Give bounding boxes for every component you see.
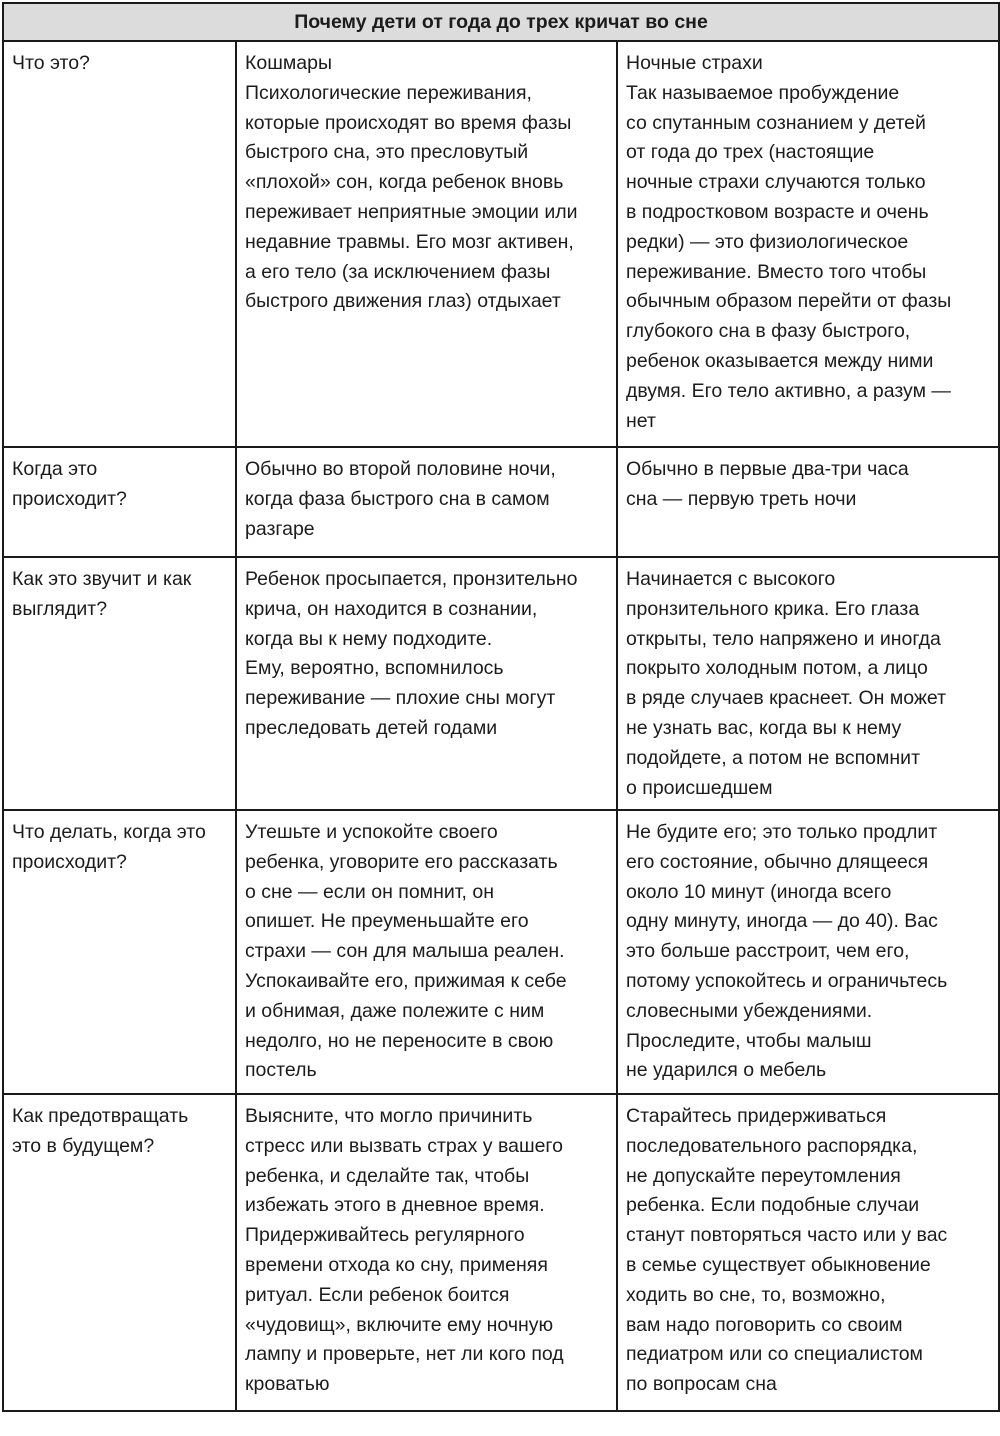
table-row — [3, 41, 999, 447]
nightmares-cell — [236, 810, 617, 1094]
night-terrors-cell — [617, 1094, 999, 1411]
row-label: Когда это происходит? — [12, 458, 127, 510]
night-terrors-text: Ночные страхи Так называемое пробуждение со спутанным сознанием у детей от года до трех (настоящие ночные страхи случаются только в подростковом возрасте и очень редки) — это физиологическое переживание. Вместо того чтобы обычным образом перейти от фазы глубокого сна в фазу быстрого, ребенок оказывается между ними двумя. Его тело активно, а разум — нет — [626, 52, 952, 432]
row-label-cell — [3, 41, 236, 447]
night-terrors-cell — [617, 447, 999, 557]
nightmares-text: Утешьте и успокойте своего ребенка, уговорите его рассказать о сне — если он помнит, он опишет. Не преуменьшайте его страхи — сон для малыша реален. Успокаивайте его, прижимая к себе и обнимая, даже полежите с ним недолго, но не переносите в свою постель — [245, 821, 567, 1082]
nightmares-cell — [236, 41, 617, 447]
row-label: Как это звучит и как выглядит? — [12, 568, 192, 620]
night-terrors-text: Не будите его; это только продлит его состояние, обычно длящееся около 10 минут (иногда всего одну минуту, иногда — до 40). Вас это больше расстроит, чем его, потому успокойтесь и ограничьтесь словесными убеждениями. Проследите, чтобы малыш не ударился о мебель — [626, 821, 948, 1082]
row-label-cell — [3, 557, 236, 810]
table-row — [3, 557, 999, 810]
night-terrors-text: Обычно в первые два-три часа сна — первую треть ночи — [626, 458, 909, 510]
table-title: Почему дети от года до трех кричат во сне — [3, 3, 999, 41]
table-row — [3, 1094, 999, 1411]
night-terrors-cell — [617, 557, 999, 810]
nightmares-text: Кошмары Психологические переживания, которые происходят во время фазы быстрого сна, это пресловутый «плохой» сон, когда ребенок вновь переживает неприятные эмоции или недавние травмы. Его мозг активен, а его тело (за исключением фазы быстрого движения глаз) отдыхает — [245, 52, 578, 313]
night-terrors-cell — [617, 810, 999, 1094]
night-terrors-text: Начинается с высокого пронзительного крика. Его глаза открыты, тело напряжено и иногда покрыто холодным потом, а лицо в ряде случаев краснеет. Он может не узнать вас, когда вы к нему подойдете, а потом не вспомнит о происшедшем — [626, 568, 947, 799]
row-label-cell — [3, 447, 236, 557]
row-label: Что это? — [12, 52, 90, 74]
table-header-row — [3, 3, 999, 41]
row-label: Что делать, когда это происходит? — [12, 821, 206, 873]
comparison-table — [2, 2, 1000, 1412]
nightmares-cell — [236, 447, 617, 557]
night-terrors-text: Старайтесь придерживаться последовательного распорядка, не допускайте переутомления ребенка. Если подобные случаи станут повторяться часто или у вас в семье существует обыкновение ходить во сне, то, возможно, вам надо поговорить со своим педиатром или со специалистом по вопросам сна — [626, 1105, 948, 1396]
nightmares-cell — [236, 557, 617, 810]
row-label-cell — [3, 1094, 236, 1411]
nightmares-text: Выясните, что могло причинить стресс или вызвать страх у вашего ребенка, и сделайте так, чтобы избежать этого в дневное время. Придерживайтесь регулярного времени отхода ко сну, применяя ритуал. Если ребенок боится «чудовищ», включите ему ночную лампу и проверьте, нет ли кого под кроватью — [245, 1105, 564, 1396]
row-label-cell — [3, 810, 236, 1094]
table-row — [3, 810, 999, 1094]
nightmares-text: Обычно во второй половине ночи, когда фаза быстрого сна в самом разгаре — [245, 458, 556, 540]
table-row — [3, 447, 999, 557]
night-terrors-cell — [617, 41, 999, 447]
nightmares-text: Ребенок просыпается, пронзительно крича, он находится в сознании, когда вы к нему подходите. Ему, вероятно, вспомнилось переживание — плохие сны могут преследовать детей годами — [245, 568, 578, 739]
nightmares-cell — [236, 1094, 617, 1411]
row-label: Как предотвращать это в будущем? — [12, 1105, 189, 1157]
